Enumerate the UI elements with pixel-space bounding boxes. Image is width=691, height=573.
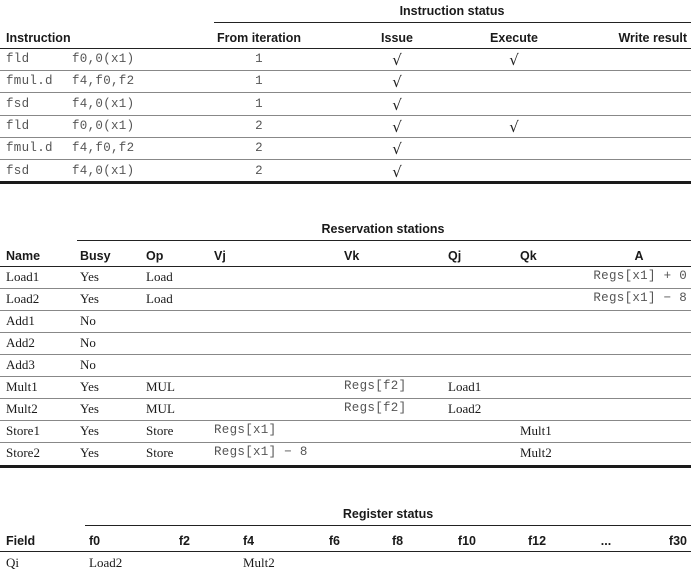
instruction-op: fsd — [6, 163, 30, 178]
row-divider — [0, 310, 691, 311]
register-f8: f8 — [392, 534, 404, 548]
station-name: Store1 — [6, 423, 40, 438]
station-vj: Regs[x1] — [214, 423, 277, 437]
header-op: Op — [146, 249, 164, 263]
from-iteration-cell: 2 — [255, 118, 263, 133]
qi-value: Load2 — [89, 555, 123, 570]
station-name: Load1 — [6, 269, 40, 284]
station-name: Mult2 — [6, 401, 38, 416]
header-vk: Vk — [344, 249, 360, 263]
row-divider — [0, 420, 691, 421]
station-busy: Yes — [80, 445, 99, 460]
row-divider — [0, 70, 691, 71]
issue-check: √ — [392, 73, 402, 92]
station-busy: Yes — [80, 269, 99, 284]
issue-check: √ — [392, 117, 402, 136]
instruction-args: f4,0(x1) — [72, 163, 135, 178]
header-from-iteration: From iteration — [216, 31, 302, 45]
row-divider — [0, 159, 691, 160]
station-a: Regs[x1] − 8 — [593, 291, 687, 305]
register-f10: f10 — [457, 534, 476, 548]
register-f2: f2 — [178, 534, 190, 548]
instruction-op: fsd — [6, 96, 30, 111]
row-divider — [0, 288, 691, 289]
register-f4: f4 — [243, 534, 255, 548]
instruction-args: f4,f0,f2 — [72, 74, 135, 89]
station-busy: No — [80, 313, 96, 328]
instruction-status-group-rule — [214, 22, 691, 23]
header-field: Field — [6, 534, 36, 548]
instruction-args: f4,f0,f2 — [72, 141, 135, 156]
row-divider — [0, 115, 691, 116]
station-qj: Load2 — [448, 401, 482, 416]
header-write-result: Write result — [618, 31, 687, 45]
station-qk: Mult1 — [520, 423, 552, 438]
station-busy: Yes — [80, 423, 99, 438]
row-divider — [0, 137, 691, 138]
instruction-op: fld — [6, 118, 30, 133]
qi-label: Qi — [6, 555, 19, 570]
issue-check: √ — [392, 95, 402, 114]
station-name: Add1 — [6, 313, 35, 328]
instruction-status-header-rule — [0, 48, 691, 49]
station-op: Store — [146, 445, 174, 460]
station-name: Add3 — [6, 357, 35, 372]
station-op: MUL — [146, 379, 175, 394]
register-f30: f30 — [668, 534, 687, 548]
issue-check: √ — [392, 162, 402, 181]
station-busy: Yes — [80, 291, 99, 306]
station-op: Load — [146, 269, 173, 284]
station-name: Load2 — [6, 291, 40, 306]
execute-check: √ — [509, 117, 519, 136]
row-divider — [0, 332, 691, 333]
instruction-op: fmul.d — [6, 141, 53, 156]
register-status-header-rule — [0, 551, 691, 552]
header-instruction: Instruction — [6, 31, 71, 45]
from-iteration-cell: 1 — [255, 74, 263, 89]
header-busy: Busy — [80, 249, 111, 263]
issue-check: √ — [392, 51, 402, 69]
row-divider — [0, 398, 691, 399]
station-busy: No — [80, 335, 96, 350]
execute-check: √ — [509, 51, 519, 69]
station-op: Store — [146, 423, 174, 438]
station-name: Store2 — [6, 445, 40, 460]
reservation-stations-group-rule — [77, 240, 691, 241]
qi-value: Mult2 — [243, 555, 275, 570]
instruction-args: f0,0(x1) — [72, 52, 135, 66]
station-vk: Regs[f2] — [344, 379, 407, 393]
row-divider — [0, 442, 691, 443]
instruction-op: fmul.d — [6, 74, 53, 89]
station-op: MUL — [146, 401, 175, 416]
station-op: Load — [146, 291, 173, 306]
header-a: A — [634, 249, 644, 263]
register-ellipsis: ... — [600, 534, 612, 548]
header-name: Name — [6, 249, 41, 263]
instruction-args: f4,0(x1) — [72, 96, 135, 111]
header-qj: Qj — [448, 249, 462, 263]
station-qk: Mult2 — [520, 445, 552, 460]
register-status-group-rule — [85, 525, 691, 526]
from-iteration-cell: 2 — [255, 141, 263, 156]
instruction-status-title: Instruction status — [399, 4, 505, 18]
row-divider — [0, 376, 691, 377]
header-vj: Vj — [214, 249, 226, 263]
instruction-args: f0,0(x1) — [72, 118, 135, 133]
station-busy: No — [80, 357, 96, 372]
station-name: Mult1 — [6, 379, 38, 394]
reservation-stations-title: Reservation stations — [321, 222, 445, 236]
header-issue: Issue — [381, 31, 413, 45]
from-iteration-cell: 1 — [255, 52, 263, 66]
reservation-stations-header-rule — [0, 266, 691, 267]
station-vj: Regs[x1] − 8 — [214, 445, 308, 459]
header-qk: Qk — [520, 249, 537, 263]
station-busy: Yes — [80, 379, 99, 394]
station-a: Regs[x1] + 0 — [593, 269, 687, 283]
reservation-stations-bottom-rule — [0, 465, 691, 468]
station-busy: Yes — [80, 401, 99, 416]
from-iteration-cell: 2 — [255, 163, 263, 178]
station-qj: Load1 — [448, 379, 482, 394]
instruction-status-bottom-rule — [0, 181, 691, 184]
register-f12: f12 — [528, 534, 547, 548]
from-iteration-cell: 1 — [255, 96, 263, 111]
register-f6: f6 — [328, 534, 340, 548]
station-name: Add2 — [6, 335, 35, 350]
row-divider — [0, 354, 691, 355]
instruction-op: fld — [6, 52, 30, 66]
register-status-title: Register status — [342, 507, 434, 521]
station-vk: Regs[f2] — [344, 401, 407, 415]
register-f0: f0 — [89, 534, 101, 548]
row-divider — [0, 92, 691, 93]
header-execute: Execute — [490, 31, 538, 45]
issue-check: √ — [392, 140, 402, 159]
